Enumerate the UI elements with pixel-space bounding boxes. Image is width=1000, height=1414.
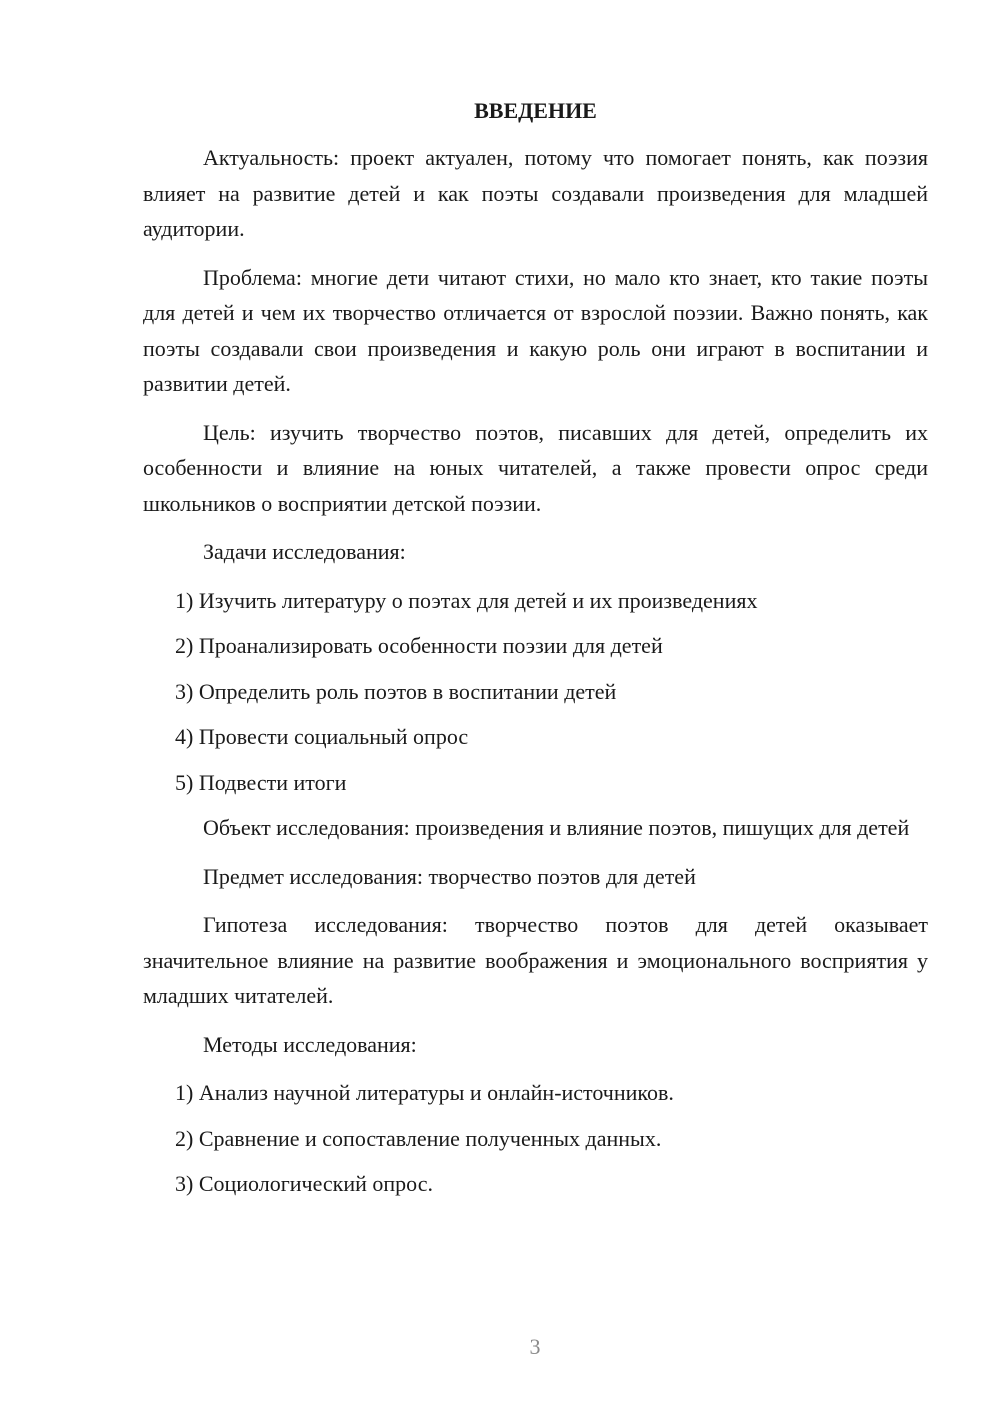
- page-number: 3: [529, 1334, 541, 1359]
- hypothesis-paragraph: Гипотеза исследования: творчество поэтов для детей оказывает значительное влияние на развитие воображения и эмоционального восприятия у младших читателей.: [143, 912, 928, 1008]
- section-heading: ВВЕДЕНИЕ: [474, 98, 597, 123]
- methods-title: Методы исследования:: [203, 1031, 417, 1057]
- task-item-3: 3) Определить роль поэтов в воспитании детей: [175, 678, 617, 704]
- task-item-4: 4) Провести социальный опрос: [175, 724, 469, 749]
- object-paragraph: Объект исследования: произведения и влияние поэтов, пишущих для детей: [203, 815, 910, 840]
- problem-paragraph: Проблема: многие дети читают стихи, но мало кто знает, кто такие поэты для детей и чем их творчество отличается от взрослой поэзии. Важно понять, как поэты создавали свои произведения и какую роль они играют в воспитании и развитии детей.: [143, 264, 928, 396]
- tasks-list: [143, 583, 928, 800]
- relevance-paragraph: Актуальность: проект актуален, потому что помогает понять, как поэзия влияет на развитие детей и как поэты создавали произведения для младшей аудитории.: [143, 145, 928, 241]
- method-item-2: 2) Сравнение и сопоставление полученных данных.: [175, 1125, 662, 1151]
- subject-paragraph: Предмет исследования: творчество поэтов для детей: [203, 863, 696, 889]
- method-item-3: 3) Социологический опрос.: [175, 1171, 433, 1196]
- methods-list: [143, 1075, 928, 1201]
- task-item-1: 1) Изучить литературу о поэтах для детей и их произведениях: [175, 587, 758, 613]
- method-item-1: 1) Анализ научной литературы и онлайн-источников.: [175, 1080, 674, 1105]
- task-item-5: 5) Подвести итоги: [175, 769, 347, 795]
- goal-paragraph: Цель: изучить творчество поэтов, писавших для детей, определить их особенности и влияние на юных читателей, а также провести опрос среди школьников о восприятии детской поэзии.: [143, 419, 928, 516]
- tasks-title: Задачи исследования:: [203, 539, 406, 564]
- task-item-2: 2) Проанализировать особенности поэзии для детей: [175, 633, 663, 658]
- page-content: [143, 96, 928, 1212]
